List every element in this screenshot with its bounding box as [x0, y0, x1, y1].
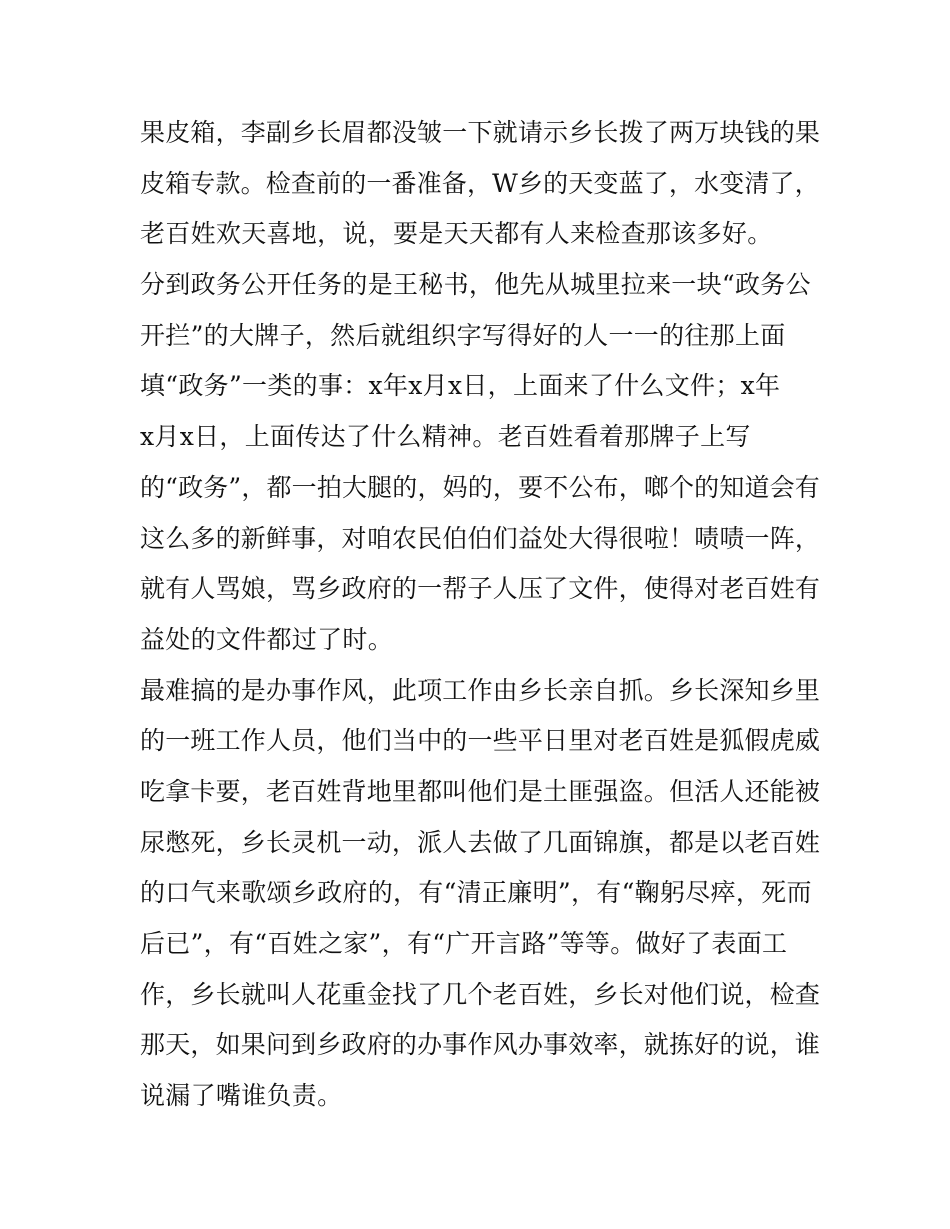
text-line-15: 尿憋死，乡长灵机一动，派人去做了几面锦旗，都是以老百姓 — [140, 827, 821, 857]
text-line-19: 那天，如果问到乡政府的办事作风办事效率，就拣好的说，谁 — [140, 1030, 821, 1060]
text-line-17: 后已”，有“百姓之家”，有“广开言路”等等。做好了表面工 — [140, 929, 788, 958]
text-line-10: 就有人骂娘，骂乡政府的一帮子人压了文件，使得对老百姓有 — [140, 574, 821, 604]
text-line-18: 作，乡长就叫人花重金找了几个老百姓，乡长对他们说，检查 — [140, 979, 821, 1009]
text-line-12: 最难搞的是办事作风，此项工作由乡长亲自抓。乡长深知乡里 — [140, 675, 821, 705]
text-line-20: 说漏了嘴谁负责。 — [140, 1081, 343, 1111]
text-line-9: 这么多的新鲜事，对咱农民伯伯们益处大得很啦！啧啧一阵， — [140, 523, 821, 553]
text-line-2: 皮箱专款。检查前的一番准备，W乡的天变蓝了，水变清了， — [140, 168, 820, 198]
text-line-16: 的口气来歌颂乡政府的，有“清正廉明”，有“鞠躬尽瘁，死而 — [140, 878, 812, 908]
text-line-8: 的“政务”，都一拍大腿的，妈的，要不公布，啷个的知道会有 — [140, 472, 820, 502]
text-line-14: 吃拿卡要，老百姓背地里都叫他们是土匪强盗。但活人还能被 — [140, 776, 821, 806]
text-line-7: x月x日，上面传达了什么精神。老百姓看着那牌子上写 — [140, 422, 751, 452]
text-line-5: 开拦”的大牌子，然后就组织字写得好的人一一的往那上面 — [140, 320, 786, 350]
text-line-1: 果皮箱，李副乡长眉都没皱一下就请示乡长拨了两万块钱的果 — [140, 118, 821, 147]
text-line-4: 分到政务公开任务的是王秘书，他先从城里拉来一块“政务公 — [140, 270, 811, 300]
text-line-11: 益处的文件都过了时。 — [140, 624, 394, 654]
text-line-13: 的一班工作人员，他们当中的一些平日里对老百姓是狐假虎威 — [140, 726, 821, 756]
body-text — [140, 108, 820, 1122]
text-line-3: 老百姓欢天喜地，说，要是天天都有人来检查那该多好。 — [140, 219, 773, 249]
text-line-6: 填“政务”一类的事：x年x月x日，上面来了什么文件；x年 — [140, 371, 781, 401]
